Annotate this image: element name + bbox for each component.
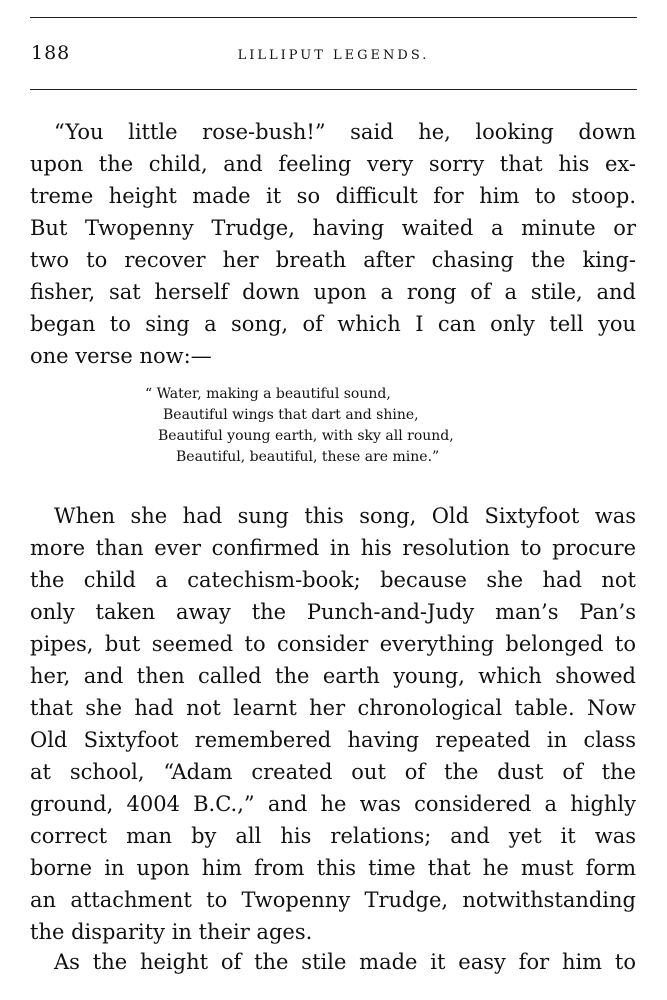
text-line: upon the child, and feeling very sorry that his ex- [30,152,636,176]
verse-line: “ Water, making a beautiful sound, [145,386,391,402]
text-line: began to sing a song, of which I can only tell you [30,312,636,336]
text-line: that she had not learnt her chronological table. Now [30,696,636,720]
text-line: When she had sung this song, Old Sixtyfoot was [54,504,636,528]
text-line: As the height of the stile made it easy for him to [54,950,636,974]
verse-line: Beautiful young earth, with sky all round, [158,428,454,444]
header-bottom-rule [30,89,637,90]
page-number: 188 [31,42,71,64]
text-line: an attachment to Twopenny Trudge, notwithstanding [30,888,636,912]
paragraph-3 [30,946,636,978]
paragraph-1 [30,116,636,372]
running-title: LILLIPUT LEGENDS. [237,48,430,63]
text-line: the child a catechism-book; because she had not [30,568,636,592]
text-line: more than ever confirmed in his resolution to procure [30,536,636,560]
text-line: pipes, but seemed to consider everything belonged to [30,632,636,656]
text-line: at school, “Adam created out of the dust of the [30,760,636,784]
verse-line: Beautiful, beautiful, these are mine.” [176,449,440,465]
text-line: her, and then called the earth young, which showed [30,664,636,688]
text-line: one verse now:— [30,344,212,368]
text-line: only taken away the Punch-and-Judy man’s Pan’s [30,600,636,624]
header-top-rule [30,17,637,18]
text-line: But Twopenny Trudge, having waited a minute or [30,216,636,240]
verse-block [145,384,525,468]
text-line: correct man by all his relations; and yet it was [30,824,636,848]
text-line: treme height made it so difficult for him to stoop. [30,184,636,208]
text-line: fisher, sat herself down upon a rong of a stile, and [30,280,636,304]
text-line: the disparity in their ages. [30,920,313,944]
text-line: two to recover her breath after chasing the king- [30,248,636,272]
text-line: “You little rose-bush!” said he, looking down [54,120,636,144]
text-line: ground, 4004 B.C.,” and he was considered a highly [30,792,636,816]
text-line: Old Sixtyfoot remembered having repeated in class [30,728,636,752]
text-line: borne in upon him from this time that he must form [30,856,636,880]
paragraph-2 [30,500,636,948]
verse-line: Beautiful wings that dart and shine, [163,407,419,423]
